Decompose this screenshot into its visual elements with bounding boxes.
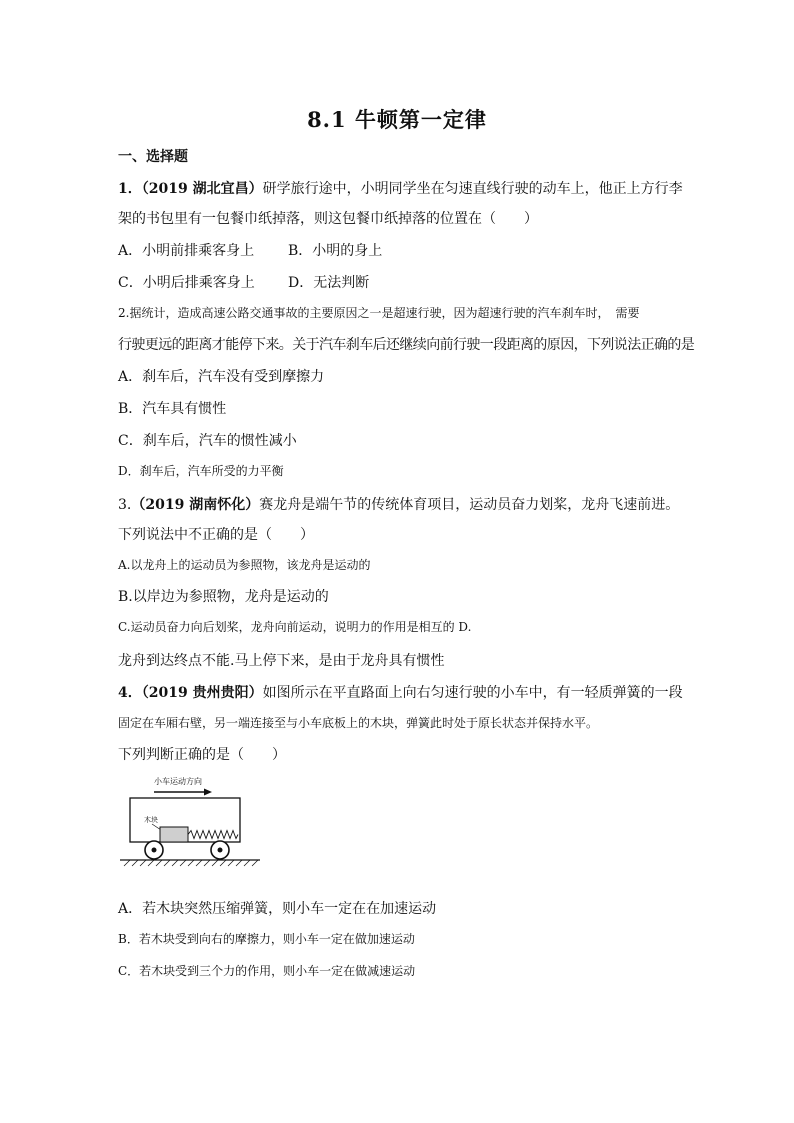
q1-option-d: D．无法判断 [288,275,370,291]
q1-number: 1． [118,181,142,197]
q4-option-c: C．若木块受到三个力的作用，则小车一定在做减速运动 [118,964,416,978]
q3-option-b: B.以岸边为参照物，龙舟是运动的 [118,589,329,605]
q2-option-c: C．刹车后，汽车的惯性减小 [118,433,297,449]
q1-option-b: B．小明的身上 [288,243,383,259]
direction-arrow [154,789,212,796]
q3-text-1: 赛龙舟是端午节的传统体育项目，运动员奋力划桨，龙舟飞速前进。 [259,497,680,513]
cart-figure [120,770,260,870]
q4-line-2: 固定在车厢右壁，另一端连接至与小车底板上的木块，弹簧此时处于原长状态并保持水平。 [118,716,599,730]
q4-option-b: B．若木块受到向右的摩擦力，则小车一定在做加速运动 [118,932,415,946]
q3-source: （2019 湖南怀化） [131,497,260,513]
left-wheel [145,841,163,859]
q1-source: （2019 湖北宜昌） [141,181,263,197]
ground-hatching [124,860,258,866]
q1-option-c: C．小明后排乘客身上 [118,275,255,291]
q4-line-3: 下列判断正确的是（ ） [118,747,286,763]
wooden-block [160,827,188,842]
block-label: 木块 [144,816,158,824]
page-title: 8.1 牛顿第一定律 [307,107,487,132]
q3-option-c: C.运动员奋力向后划桨，龙舟向前运动，说明力的作用是相互的 D. [118,620,472,634]
q3-option-a: A.以龙舟上的运动员为参照物，该龙舟是运动的 [118,558,371,572]
q3-option-d: 龙舟到达终点不能.马上停下来，是由于龙舟具有惯性 [118,653,445,669]
section-heading: 一、选择题 [118,149,188,165]
q1-text-1: 研学旅行途中，小明同学坐在匀速直线行驶的动车上，他正上方行李 [262,181,683,197]
q4-number: 4． [118,685,142,701]
q2-line-1: 2.据统计，造成高速公路交通事故的主要原因之一是超速行驶，因为超速行驶的汽车刹车时， 需要 [118,306,640,320]
q1-option-a: A．小明前排乘客身上 [118,243,255,259]
q2-option-d: D．刹车后，汽车所受的力平衡 [118,464,284,478]
q3-line-1 [118,494,679,514]
q1-line-1 [118,178,683,198]
q1-line-2: 架的书包里有一包餐巾纸掉落，则这包餐巾纸掉落的位置在（ ） [118,211,538,227]
q3-line-2: 下列说法中不正确的是（ ） [118,527,314,543]
q1-options-row-1 [118,240,382,260]
right-wheel [211,841,229,859]
q1-options-row-2 [118,272,369,292]
q4-line-1 [118,682,683,702]
spring [188,831,238,839]
q2-line-2: 行驶更远的距离才能停下来。关于汽车刹车后还继续向前行驶一段距离的原因，下列说法正确的是 [118,337,695,353]
q4-option-a: A．若木块突然压缩弹簧，则小车一定在在加速运动 [118,901,437,917]
q4-text-1: 如图所示在平直路面上向右匀速行驶的小车中，有一轻质弹簧的一段 [262,685,683,701]
q2-option-b: B．汽车具有惯性 [118,401,227,417]
q2-option-a: A．刹车后，汽车没有受到摩擦力 [118,369,325,385]
q4-source: （2019 贵州贵阳） [141,685,263,701]
q3-number: 3. [118,497,132,513]
direction-label: 小车运动方向 [154,777,202,786]
